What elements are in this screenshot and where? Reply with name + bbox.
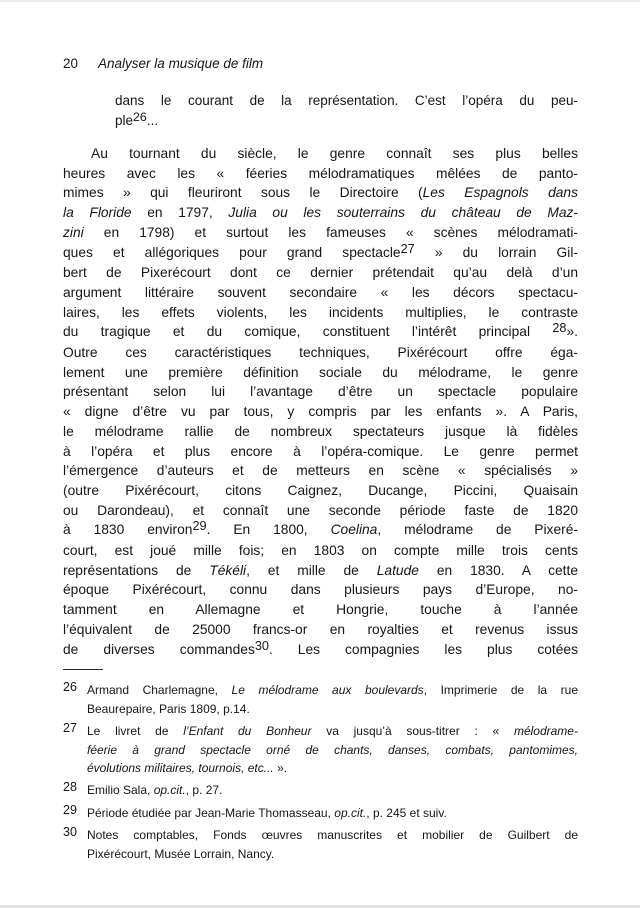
footnote-text [87,681,578,718]
text-line: Notes comptables, Fonds œuvres manuscrites et mobilier de Guilbert de [87,828,578,843]
footnote-text [87,781,578,799]
footnote-text [87,804,578,822]
text-line: ou Darondeau), et connaît une seconde période faste de 1820 [63,502,578,518]
quote-block [115,91,578,131]
footnote-number: 26 [63,680,77,695]
text-line: représentations de Tékéli, et mille de Latude en 1830. A cette [63,562,579,578]
footnote-number: 28 [63,780,77,795]
text-line: Période étudiée par Jean-Marie Thomasseau, op.cit., p. 245 et suiv. [87,805,447,820]
text-line: Outre ces caractéristiques techniques, Pixérécourt offre éga- [63,345,578,361]
text-line: Emilio Sala, op.cit., p. 27. [87,783,223,798]
text-line: de diverses commandes30. Les compagnies les plus cotées [63,638,578,657]
footnote-item [63,781,578,799]
text-line: présentant selon lui l’avantage d’être un spectacle populaire [63,384,578,400]
text-line: bert de Pixerécourt dont ce dernier prétendait qu’au delà d’un [63,265,578,281]
footnote-text [87,826,578,863]
footnote-number: 27 [63,721,77,736]
footnote-ref: 29 [192,519,207,534]
text-line: argument littéraire souvent secondaire « les décors spectacu- [63,284,578,300]
page-number: 20 [63,56,79,71]
text-line: Armand Charlemagne, Le mélodrame aux boulevards, Imprimerie de la rue [87,683,579,698]
text-line: Pixérécourt, Musée Lorrain, Nancy. [87,846,275,861]
text-line: Beaurepaire, Paris 1809, p.14. [87,701,250,716]
text-line: laires, les effets violents, les incidents multiplies, le contraste [63,304,578,320]
text-line: époque Pixérécourt, connu dans plusieurs pays d’Europe, no- [63,582,578,598]
footnote-item [63,681,578,718]
text-line: zini en 1798) et surtout les fameuses « scènes mélodramati- [63,224,578,240]
footnote-ref: 27 [400,241,415,256]
footnote-number: 29 [63,802,77,817]
footnote-ref: 28 [552,321,567,336]
footnote-item [63,826,578,863]
text-line: Le livret de l’Enfant du Bonheur va jusqu’à sous-titrer : « mélodrame- [87,724,578,739]
text-line: dans le courant de la représentation. C’est l’opéra du peu- [115,93,578,108]
body-paragraph [63,144,578,660]
text-line: à l’opéra et plus encore à l’opéra-comique. Le genre permet [63,443,578,459]
text-line: (outre Pixérécourt, citons Caignez, Ducange, Piccini, Quaisain [63,482,578,498]
text-line: ple26... [115,110,159,128]
footnote-text [87,722,578,777]
text-line: lement une première définition sociale du mélodrame, le genre [63,364,578,380]
text-line: heures avec les « féeries mélodramatiques mêlées de panto- [63,165,578,181]
text-line: l’équivalent de 25000 francs-or en royalties et revenus issus [63,621,578,637]
footnote-separator [63,669,103,670]
text-line: « digne d’être vu par tous, y compris par les enfants ». A Paris, [63,404,578,420]
text-line: l’émergence d’auteurs et de metteurs en scène « spécialisés » [63,463,578,479]
text-line: mimes » qui fleuriront sous le Directoire (Les Espagnols dans [63,185,578,201]
footnote-ref: 30 [254,638,269,653]
text-line: à 1830 environ29. En 1800, Coelina, mélodrame de Pixeré- [63,519,578,538]
text-line: évolutions militaires, tournois, etc... ». [87,760,288,775]
text-line: le mélodrame rallie de nombreux spectateurs jusque là fidèles [63,423,578,439]
text-line: la Floride en 1797, Julia ou les souterrains du château de Maz- [63,205,578,221]
footnote-ref: 26 [133,110,147,124]
footnote-item [63,722,578,777]
text-line: court, est joué mille fois; en 1803 on compte mille trois cents [63,543,578,559]
footnote-number: 30 [63,825,77,840]
text-line: féerie à grand spectacle orné de chants, danses, combats, pantomimes, [87,742,578,757]
running-title: Analyser la musique de film [98,56,264,71]
text-line: tamment en Allemagne et Hongrie, touche à l’année [63,602,578,618]
text-line: du tragique et du comique, constituent l’intérêt principal 28». [63,321,578,340]
footnote-item [63,804,578,822]
page-header [63,56,578,71]
footnotes-section [63,681,578,863]
text-line: Au tournant du siècle, le genre connaît ses plus belles [91,146,578,161]
text-line: ques et allégoriques pour grand spectacle27 » du lorrain Gil- [63,241,578,260]
